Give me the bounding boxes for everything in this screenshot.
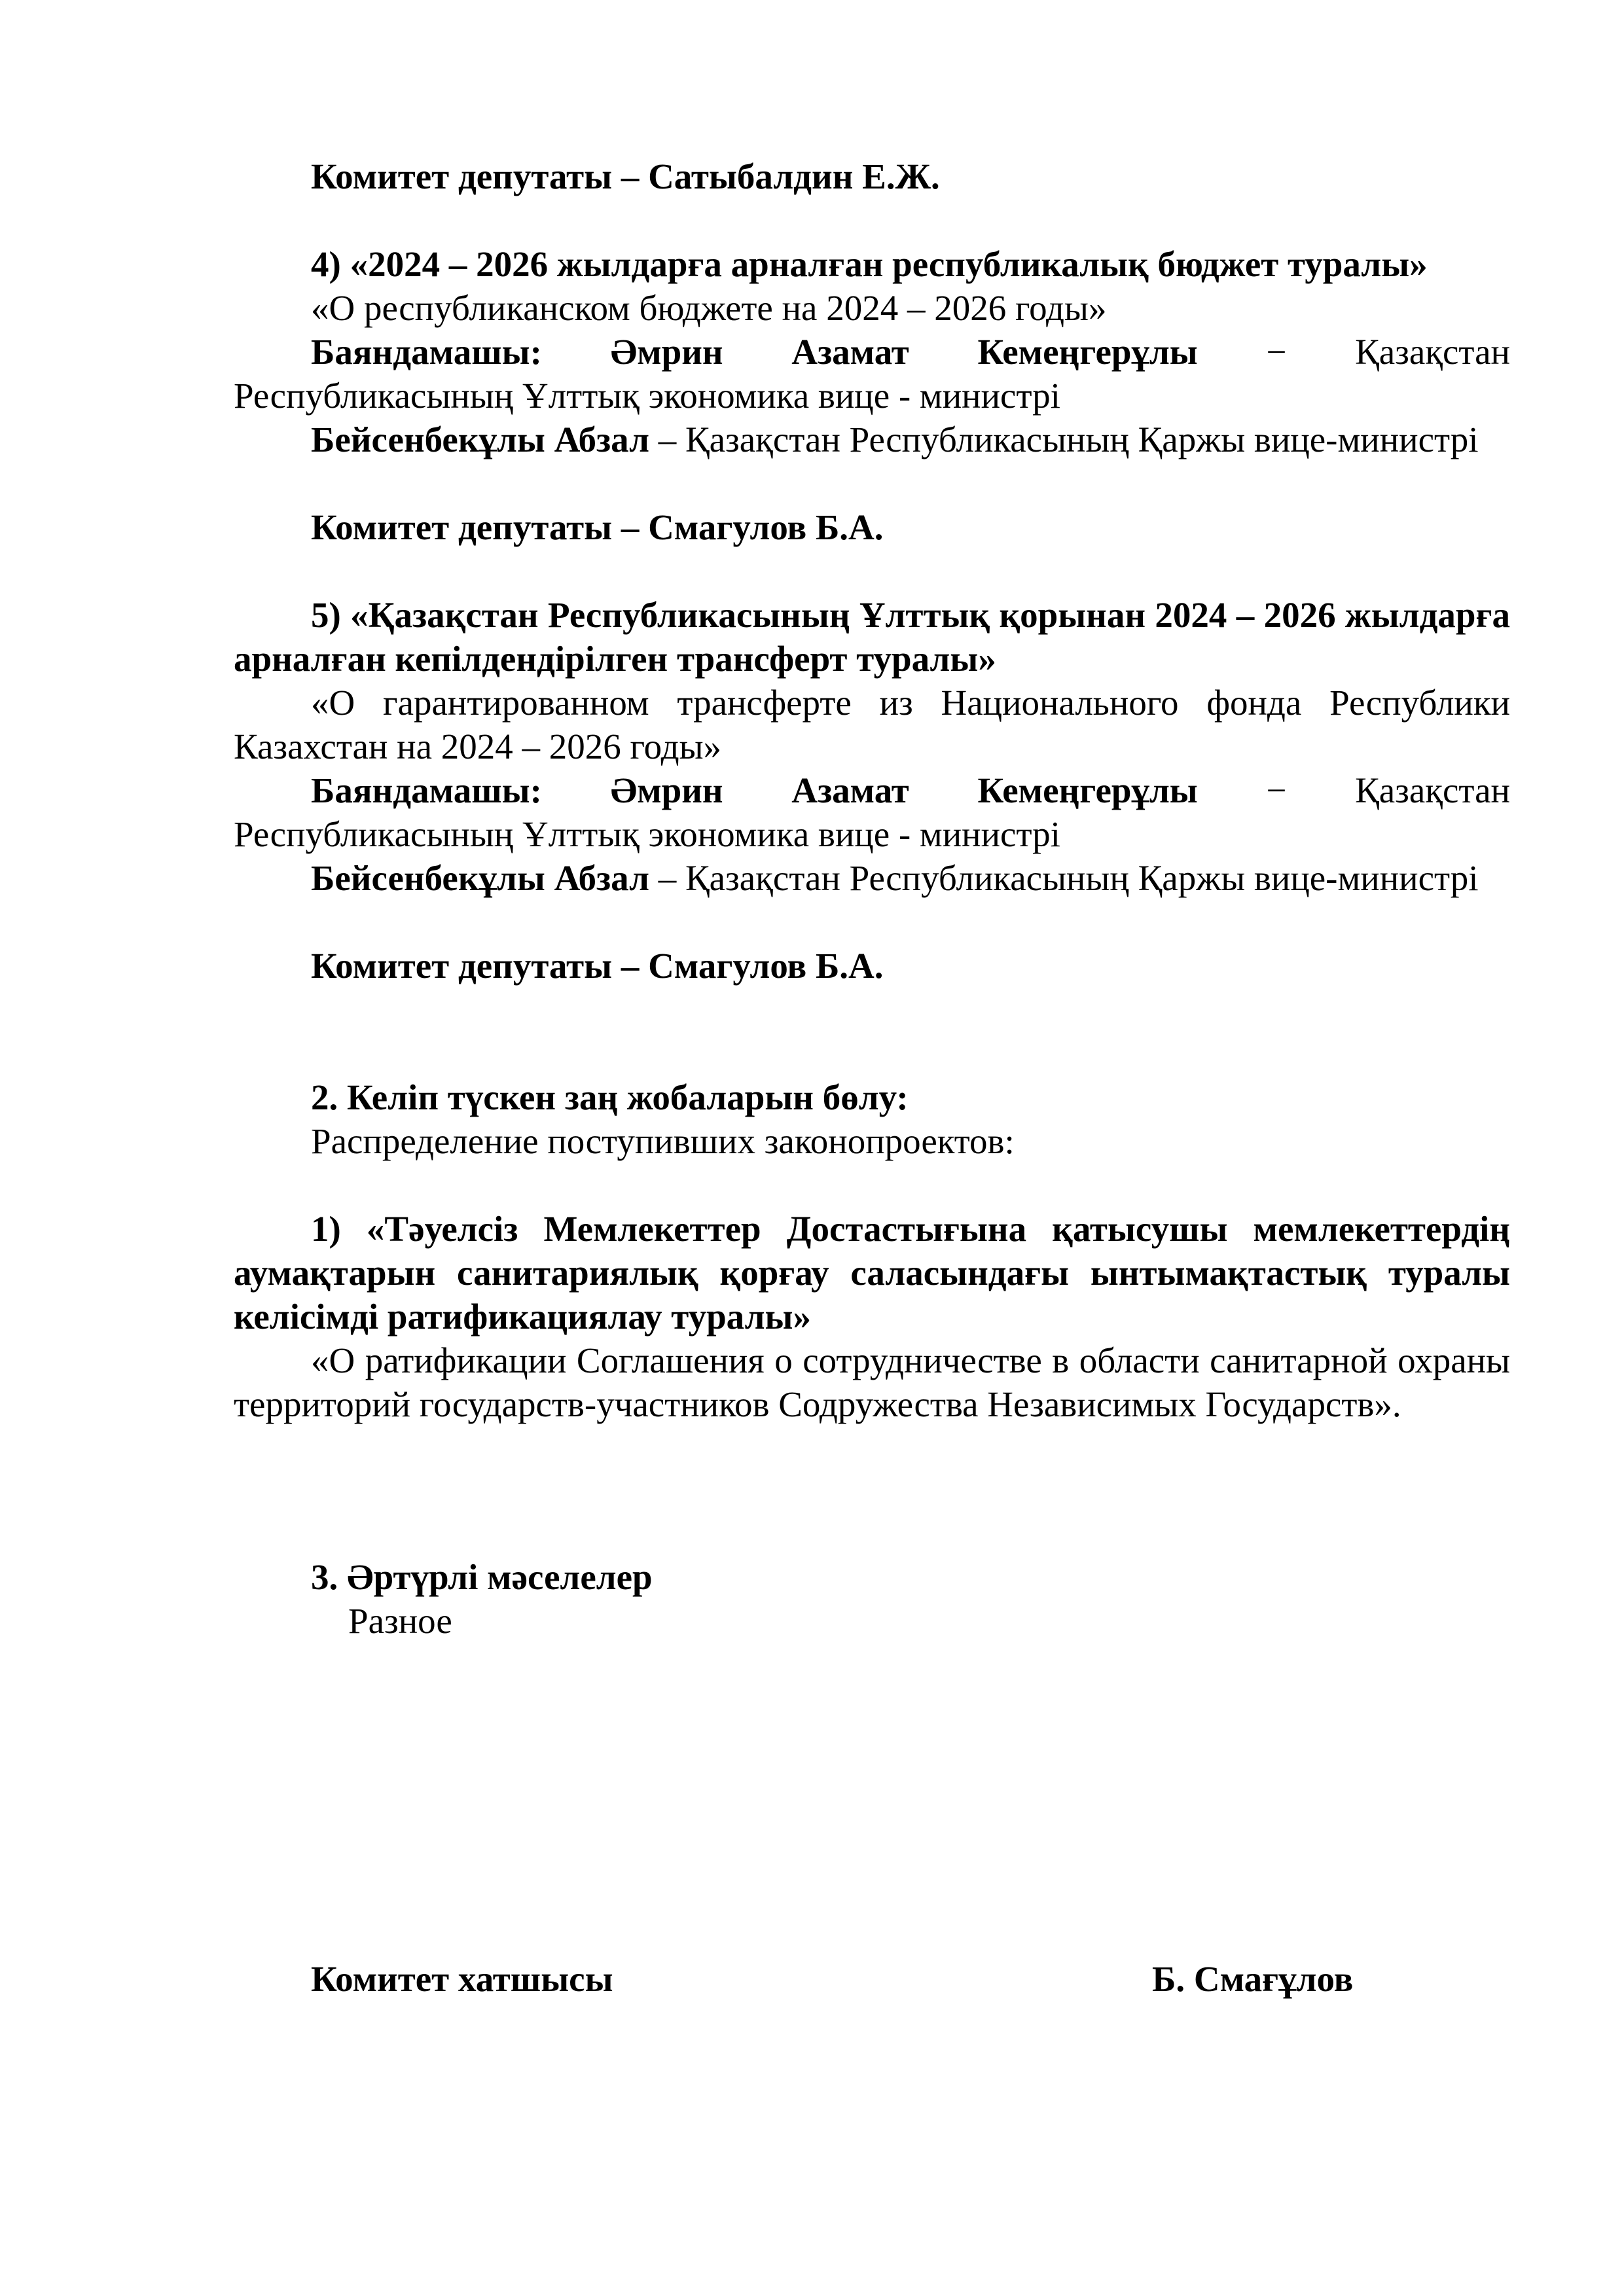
- signature-role: Комитет хатшысы: [311, 1959, 613, 1999]
- item5-speaker-name-2: Азамат: [791, 770, 909, 810]
- section3-heading-ru: Разное: [348, 1601, 452, 1641]
- item5-co-speaker: [234, 856, 1510, 900]
- item4-speaker-line: [234, 330, 1510, 374]
- item4-speaker-name-1: Әмрин: [610, 332, 723, 372]
- item5-speaker-name-1: Әмрин: [610, 770, 723, 810]
- item4-speaker-dash: −: [1266, 332, 1287, 372]
- item4-speaker-name-2: Азамат: [791, 332, 909, 372]
- item5-speaker-line: [234, 768, 1510, 812]
- document-body: [234, 154, 1510, 1643]
- item4-committee-deputy: Комитет депутаты – Смагулов Б.А.: [311, 507, 884, 547]
- section2-heading-ru: Распределение поступивших законопроектов:: [311, 1121, 1015, 1161]
- section2-item1-title-kz: 1) «Тәуелсіз Мемлекеттер Достастығына қатысушы мемлекеттердің аумақтарын санитариялық қорғау саласындағы ынтымақтастық туралы келісімді ратификациялау туралы»: [234, 1209, 1510, 1336]
- item4-co-speaker-name: Бейсенбекұлы Абзал: [311, 420, 649, 459]
- item5-title-ru: «О гарантированном трансферте из Национального фонда Республики Казахстан на 2024 – 2026 годы»: [234, 683, 1510, 766]
- committee-deputy-1: Комитет депутаты – Сатыбалдин Е.Ж.: [311, 156, 940, 196]
- item4-co-speaker-role: – Қазақстан Республикасының Қаржы вице-министрі: [649, 420, 1479, 459]
- item4-title-ru: «О республиканском бюджете на 2024 – 2026 годы»: [311, 288, 1107, 328]
- section3-heading-kz: 3. Әртүрлі мәселелер: [311, 1557, 653, 1597]
- item4-co-speaker: [234, 418, 1510, 461]
- item4-speaker-role: Республикасының Ұлттық экономика вице - министрі: [234, 376, 1060, 416]
- item5-co-speaker-name: Бейсенбекұлы Абзал: [311, 858, 649, 898]
- section2-item1-title-ru: «О ратификации Соглашения о сотрудничестве в области санитарной охраны территорий государств-участников Содружества Независимых Государств».: [234, 1340, 1510, 1424]
- item5-speaker-name-3: Кемеңгерұлы: [977, 770, 1198, 810]
- item4-speaker-label: Баяндамашы:: [311, 332, 542, 372]
- item4-speaker-name-3: Кемеңгерұлы: [977, 332, 1198, 372]
- item5-speaker-role-start: Қазақстан: [1355, 770, 1510, 810]
- item4-speaker-role-start: Қазақстан: [1355, 332, 1510, 372]
- item5-title-kz: 5) «Қазақстан Республикасының Ұлттық қорынан 2024 – 2026 жылдарға арналған кепілдендірілген трансферт туралы»: [234, 595, 1510, 679]
- item5-speaker-label: Баяндамашы:: [311, 770, 542, 810]
- signature-name: Б. Смағұлов: [1152, 1959, 1354, 1999]
- item5-speaker-role: Республикасының Ұлттық экономика вице - министрі: [234, 814, 1060, 854]
- section2-heading-kz: 2. Келіп түскен заң жобаларын бөлу:: [311, 1077, 909, 1117]
- item5-co-speaker-role: – Қазақстан Республикасының Қаржы вице-министрі: [649, 858, 1479, 898]
- item4-title-kz: 4) «2024 – 2026 жылдарға арналған республикалық бюджет туралы»: [311, 244, 1428, 284]
- item5-speaker-dash: −: [1266, 770, 1287, 810]
- item5-committee-deputy: Комитет депутаты – Смагулов Б.А.: [311, 946, 884, 986]
